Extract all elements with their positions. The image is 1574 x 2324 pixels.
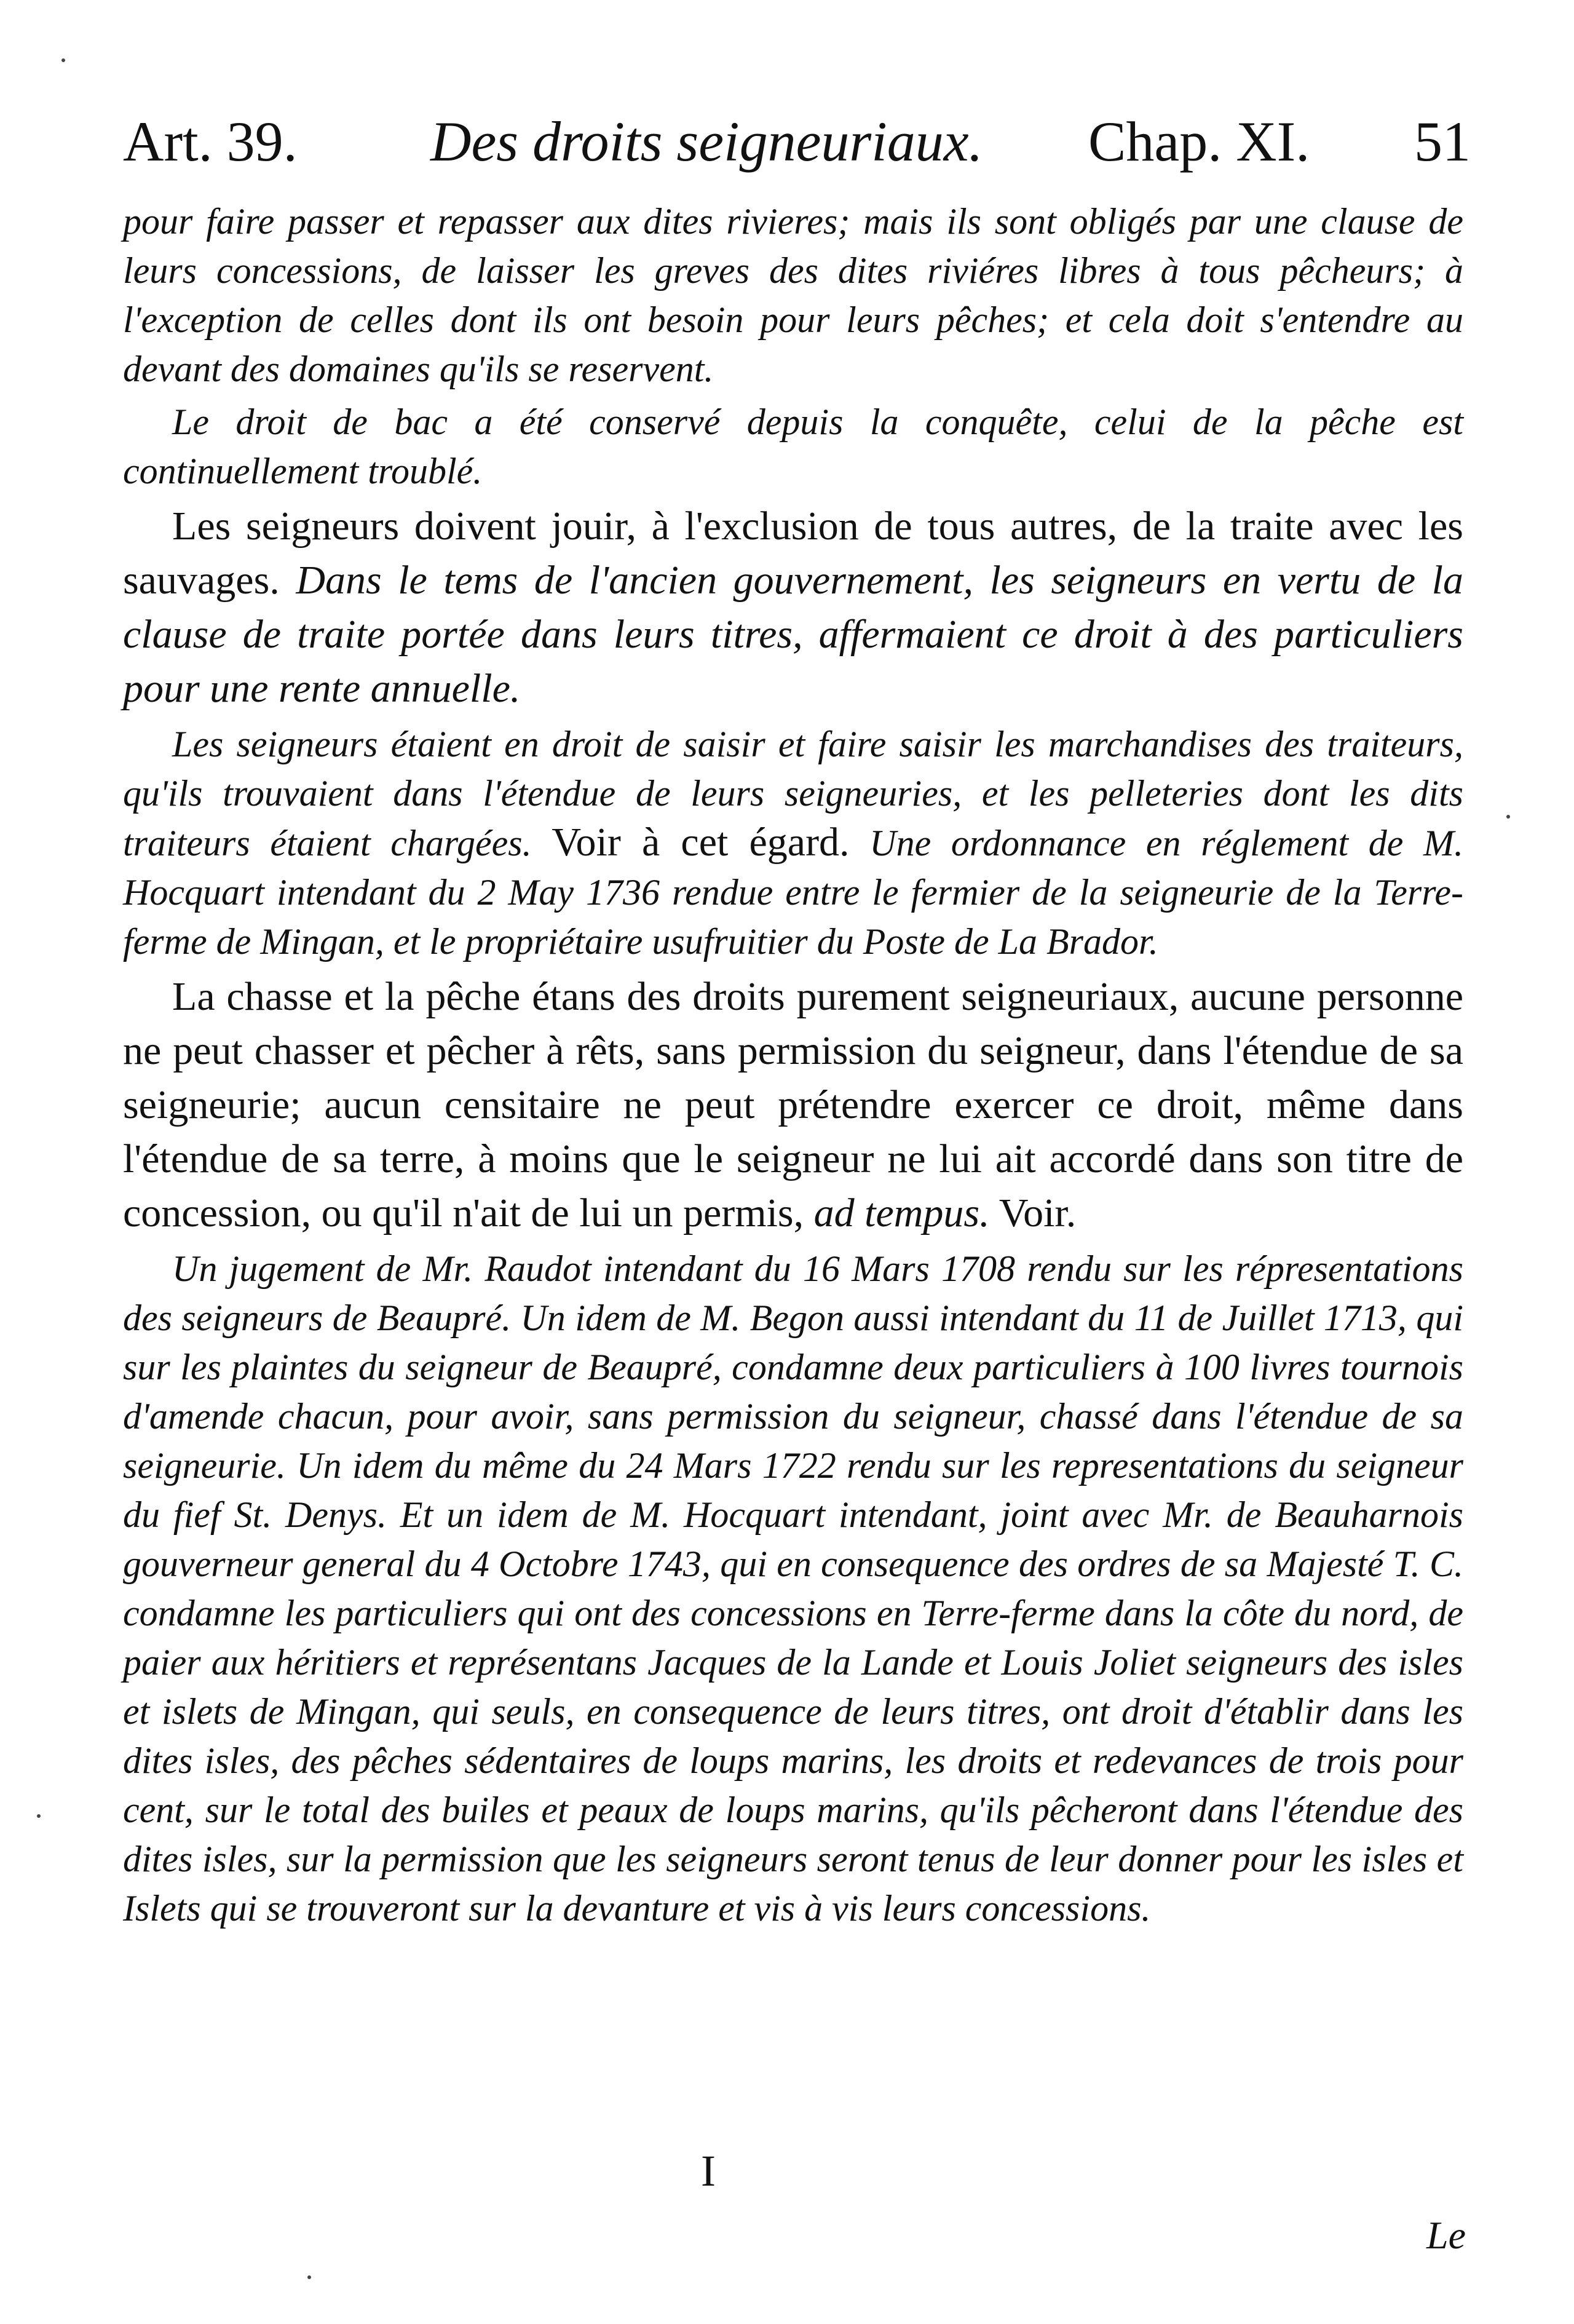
paragraph <box>123 970 1463 1240</box>
signature-mark: I <box>701 2146 716 2195</box>
print-speck <box>61 58 65 62</box>
paragraph-roman-text: Voir à cet égard. <box>552 820 850 865</box>
paragraph-italic-text: Une ordonnance en réglement de M. Hocquart intendant du 2 May 1736 rendue entre le fermier de la seigneurie de la Terre-ferme de Mingan, et le propriétaire usufruitier du Poste de La Brador. <box>123 823 1464 962</box>
paragraph: Un jugement de Mr. Raudot intendant du 16 Mars 1708 rendu sur les répresentations des seigneurs de Beaupré. Un idem de M. Begon aussi intendant du 11 de Juillet 1713, qui sur les plaintes du seigneur de Beaupré, condamne deux particuliers à 100 livres tournois d'amende chacun, pour avoir, sans permission du seigneur, chassé dans l'étendue de sa seigneurie. Un idem du même du 24 Mars 1722 rendu sur les representations du seigneur du fief St. Denys. Et un idem de M. Hocquart intendant, joint avec Mr. de Beauharnois gouverneur general du 4 Octobre 1743, qui en consequence des ordres de sa Majesté T. C. condamne les particuliers qui ont des concessions en Terre-ferme dans la côte du nord, de paier aux héritiers et représentans Jacques de la Lande et Louis Joliet seigneurs des isles et islets de Mingan, qui seuls, en consequence de leurs titres, ont droit d'établir dans les dites isles, des pêches sédentaires de loups marins, les droits et redevances de trois pour cent, sur le total des builes et peaux de loups marins, qu'ils pêcheront dans l'étendue des dites isles, sur la permission que les seigneurs seront tenus de leur donner pour les isles et Islets qui se trouveront sur la devanture et vis à vis leurs concessions. <box>123 1248 1463 1929</box>
paragraph <box>123 499 1463 716</box>
page-body <box>123 197 1463 1933</box>
paragraph-roman-text: Voir. <box>999 1191 1077 1235</box>
paragraph-italic-text: Les seigneurs étaient en droit de saisir et faire saisir les marchandises des traiteurs, qu'ils trouvaient dans l'étendue de leurs seigneuries, et les pelleteries dont les dits traiteurs étaient chargées. <box>123 724 1463 863</box>
paragraph-roman-text: Les seigneurs doivent jouir, à l'exclusion de tous autres, de la traite avec les sauvages. <box>123 504 1463 603</box>
paragraph: Le droit de bac a été conservé depuis la conquête, celui de la pêche est continuellement troublé. <box>123 402 1463 491</box>
print-speck <box>1506 815 1510 819</box>
paragraph-roman-text: La chasse et la pêche étans des droits purement seigneuriaux, aucune personne ne peut chasser et pêcher à rêts, sans permission du seigneur, dans l'étendue de sa seigneurie; aucun censitaire ne peut prétendre exercer ce droit, même dans l'étendue de sa terre, à moins que le seigneur ne lui ait accordé dans son titre de concession, ou qu'il n'ait de lui un permis, <box>123 974 1463 1235</box>
paragraph-italic-text: ad tempus. <box>813 1191 990 1235</box>
running-title: Des droits seigneuriaux. <box>430 110 983 173</box>
article-number: Art. 39. <box>123 110 298 173</box>
print-speck <box>37 1814 41 1818</box>
catchword: Le <box>1426 2213 1466 2257</box>
print-speck <box>307 2275 311 2279</box>
running-header <box>123 105 1513 178</box>
paragraph <box>123 720 1463 966</box>
paragraph: pour faire passer et repasser aux dites rivieres; mais ils sont obligés par une clause de leurs concessions, de laisser les greves des dites riviéres libres à tous pêcheurs; à l'exception de celles dont ils ont besoin pour leurs pêches; et cela doit s'entendre au devant des domaines qu'ils se reservent. <box>123 201 1463 389</box>
paragraph-italic-text: Dans le tems de l'ancien gouvernement, les seigneurs en vertu de la clause de traite portée dans leurs titres, affermaient ce droit à des particuliers pour une rente annuelle. <box>123 558 1464 711</box>
page-number: 51 <box>1414 110 1471 173</box>
chapter-label: Chap. XI. <box>1088 110 1310 173</box>
